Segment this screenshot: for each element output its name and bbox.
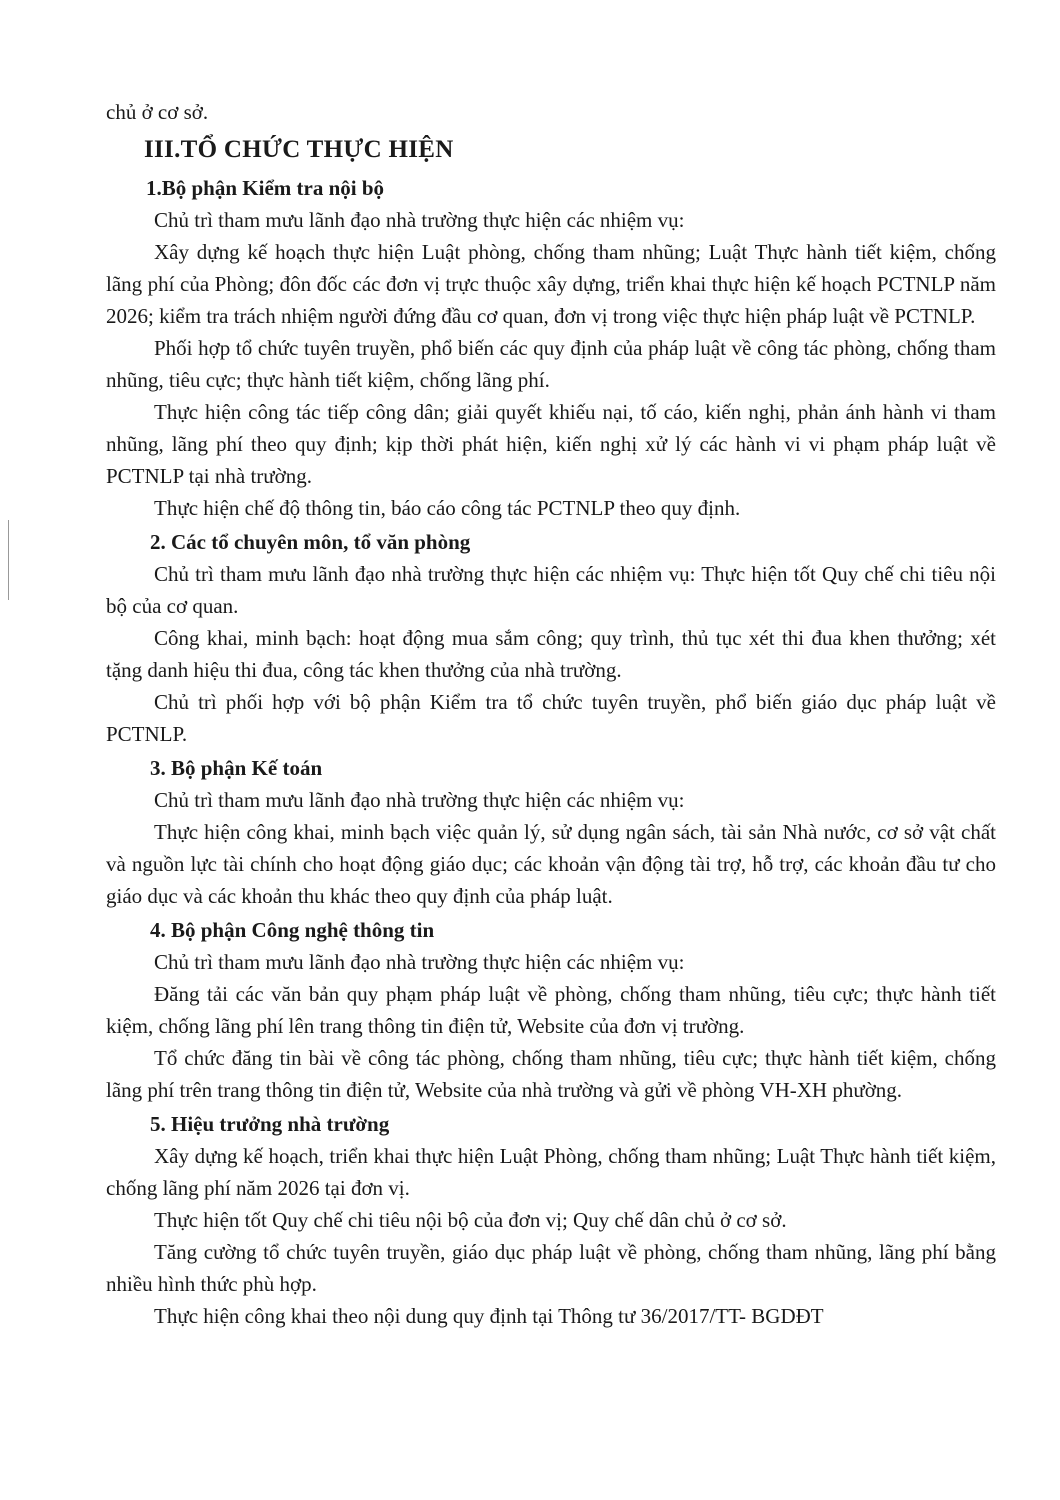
paragraph: Xây dựng kế hoạch, triển khai thực hiện Luật Phòng, chống tham nhũng; Luật Thực hành tiết kiệm, chống lãng phí năm 2026 tại đơn vị. <box>106 1144 996 1200</box>
scan-margin-line <box>8 520 9 600</box>
paragraph: Chủ trì tham mưu lãnh đạo nhà trường thực hiện các nhiệm vụ: <box>154 208 685 232</box>
paragraph: Chủ trì tham mưu lãnh đạo nhà trường thực hiện các nhiệm vụ: Thực hiện tốt Quy chế chi tiêu nội bộ của cơ quan. <box>106 562 996 618</box>
subsection-heading: 1.Bộ phận Kiểm tra nội bộ <box>146 176 385 200</box>
paragraph: Thực hiện công tác tiếp công dân; giải quyết khiếu nại, tố cáo, kiến nghị, phản ánh hành vi tham nhũng, lãng phí theo quy định; kịp thời phát hiện, kiến nghị xử lý các hành vi vi phạm pháp luật về PCTNLP tại nhà trường. <box>106 400 996 488</box>
paragraph: Chủ trì tham mưu lãnh đạo nhà trường thực hiện các nhiệm vụ: <box>154 788 685 812</box>
subsection-heading: 5. Hiệu trưởng nhà trường <box>150 1112 390 1136</box>
section-title: III.TỔ CHỨC THỰC HIỆN <box>144 136 454 163</box>
paragraph: Chủ trì phối hợp với bộ phận Kiểm tra tổ chức tuyên truyền, phổ biến giáo dục pháp luật về PCTNLP. <box>106 690 996 746</box>
continuation-text: chủ ở cơ sở. <box>106 100 209 124</box>
paragraph: Xây dựng kế hoạch thực hiện Luật phòng, chống tham nhũng; Luật Thực hành tiết kiệm, chống lãng phí của Phòng; đôn đốc các đơn vị trực thuộc xây dựng, triển khai thực hiện kế hoạch PCTNLP năm 2026; kiểm tra trách nhiệm người đứng đầu cơ quan, đơn vị trong việc thực hiện pháp luật về PCTNLP. <box>106 240 996 328</box>
paragraph: Thực hiện công khai, minh bạch việc quản lý, sử dụng ngân sách, tài sản Nhà nước, cơ sở vật chất và nguồn lực tài chính cho hoạt động giáo dục; các khoản vận động tài trợ, hỗ trợ, các khoản đầu tư cho giáo dục và các khoản thu khác theo quy định của pháp luật. <box>106 820 996 908</box>
paragraph: Tăng cường tổ chức tuyên truyền, giáo dục pháp luật về phòng, chống tham nhũng, lãng phí bằng nhiều hình thức phù hợp. <box>106 1240 996 1296</box>
subsection-heading: 4. Bộ phận Công nghệ thông tin <box>150 918 435 942</box>
paragraph: Thực hiện chế độ thông tin, báo cáo công tác PCTNLP theo quy định. <box>154 496 741 520</box>
paragraph: Thực hiện tốt Quy chế chi tiêu nội bộ của đơn vị; Quy chế dân chủ ở cơ sở. <box>154 1208 787 1232</box>
subsection-heading: 3. Bộ phận Kế toán <box>150 756 323 780</box>
paragraph: Chủ trì tham mưu lãnh đạo nhà trường thực hiện các nhiệm vụ: <box>154 950 685 974</box>
paragraph: Công khai, minh bạch: hoạt động mua sắm công; quy trình, thủ tục xét thi đua khen thưởng; xét tặng danh hiệu thi đua, công tác khen thưởng của nhà trường. <box>106 626 996 682</box>
paragraph: Tổ chức đăng tin bài về công tác phòng, chống tham nhũng, tiêu cực; thực hành tiết kiệm, chống lãng phí trên trang thông tin điện tử, Website của nhà trường và gửi về phòng VH-XH phường. <box>106 1046 996 1102</box>
subsection-heading: 2. Các tổ chuyên môn, tổ văn phòng <box>150 530 471 554</box>
paragraph: Thực hiện công khai theo nội dung quy định tại Thông tư 36/2017/TT- BGDĐT <box>154 1304 824 1328</box>
paragraph: Phối hợp tổ chức tuyên truyền, phổ biến các quy định của pháp luật về công tác phòng, chống tham nhũng, tiêu cực; thực hành tiết kiệm, chống lãng phí. <box>106 336 996 392</box>
document-body <box>106 96 996 1332</box>
paragraph: Đăng tải các văn bản quy phạm pháp luật về phòng, chống tham nhũng, tiêu cực; thực hành tiết kiệm, chống lãng phí lên trang thông tin điện tử, Website của đơn vị trường. <box>106 982 996 1038</box>
